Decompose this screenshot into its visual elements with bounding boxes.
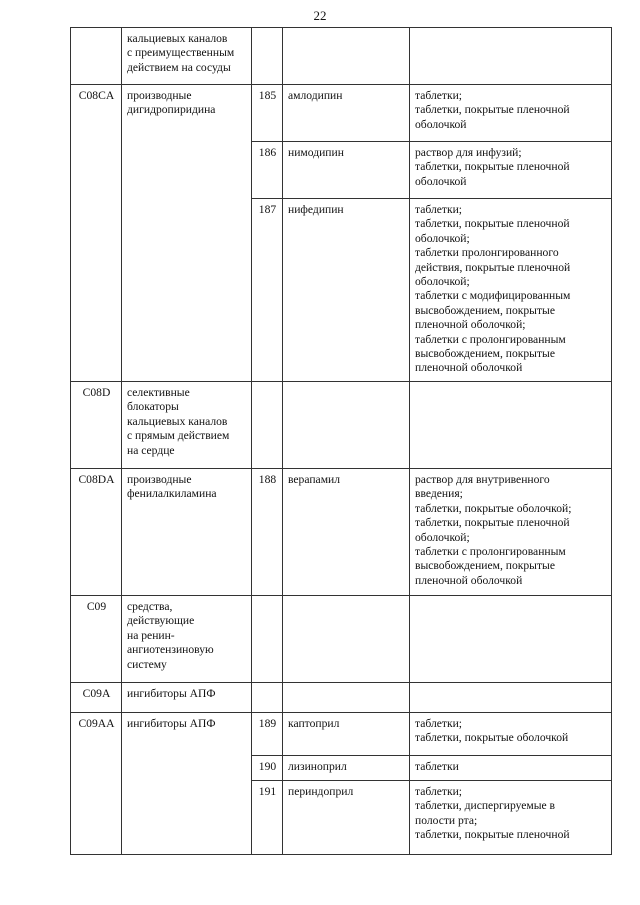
dosage-forms-cell bbox=[410, 85, 612, 142]
dosage-form-line: раствор для внутривенного bbox=[415, 473, 550, 486]
dosage-forms-cell bbox=[410, 713, 612, 756]
atc-group-line: действием на сосуды bbox=[127, 60, 231, 74]
dosage-form-line: раствор для инфузий; bbox=[415, 146, 522, 159]
table-row bbox=[71, 382, 612, 469]
dosage-form-line: таблетки, диспергируемые в bbox=[415, 799, 556, 813]
drug-name-cell: амлодипин bbox=[283, 85, 410, 142]
atc-group-cell bbox=[122, 683, 252, 713]
dosage-form-line: оболочкой; bbox=[415, 530, 470, 544]
dosage-form-line: введения; bbox=[415, 487, 463, 501]
dosage-form-line: таблетки, покрытые пленочной bbox=[415, 103, 570, 117]
atc-group-line: производные bbox=[127, 89, 192, 102]
dosage-form-line: действия, покрытые пленочной bbox=[415, 260, 571, 274]
atc-code-cell: C08DA bbox=[71, 469, 122, 596]
dosage-forms-cell bbox=[410, 756, 612, 781]
drug-name-cell: нифедипин bbox=[283, 199, 410, 382]
drug-number-cell bbox=[252, 382, 283, 469]
dosage-form-line: оболочкой; bbox=[415, 231, 470, 245]
drug-name-cell bbox=[283, 28, 410, 85]
dosage-forms-cell bbox=[410, 382, 612, 469]
atc-group-cell bbox=[122, 713, 252, 855]
dosage-form-line: пленочной оболочкой bbox=[415, 573, 523, 587]
atc-code-cell bbox=[71, 28, 122, 85]
dosage-form-line: пленочной оболочкой bbox=[415, 361, 523, 375]
atc-group-line: ингибиторы АПФ bbox=[127, 687, 216, 700]
drug-number-cell: 187 bbox=[252, 199, 283, 382]
table-row bbox=[71, 596, 612, 683]
dosage-form-line: оболочкой bbox=[415, 117, 467, 131]
drug-name-cell: периндоприл bbox=[283, 781, 410, 855]
table-row bbox=[71, 28, 612, 85]
dosage-form-line: высвобождением, покрытые bbox=[415, 347, 555, 361]
table-row bbox=[71, 85, 612, 142]
drug-name-cell: верапамил bbox=[283, 469, 410, 596]
atc-group-cell bbox=[122, 469, 252, 596]
dosage-forms-cell bbox=[410, 596, 612, 683]
dosage-form-line: таблетки, покрытые оболочкой; bbox=[415, 501, 572, 515]
atc-group-cell bbox=[122, 85, 252, 382]
dosage-forms-cell bbox=[410, 469, 612, 596]
dosage-forms-cell bbox=[410, 781, 612, 855]
drug-number-cell: 190 bbox=[252, 756, 283, 781]
atc-group-line: фенилалкиламина bbox=[127, 487, 217, 501]
dosage-form-line: таблетки пролонгированного bbox=[415, 246, 559, 260]
atc-group-line: дигидропиридина bbox=[127, 103, 216, 117]
table-body bbox=[71, 28, 612, 855]
atc-group-line: средства, bbox=[127, 600, 173, 613]
atc-group-line: с преимущественным bbox=[127, 46, 235, 60]
drug-table bbox=[70, 27, 612, 855]
atc-group-line: систему bbox=[127, 657, 167, 671]
dosage-form-line: таблетки; bbox=[415, 785, 463, 798]
dosage-form-line: таблетки, покрытые пленочной bbox=[415, 516, 570, 530]
drug-number-cell: 188 bbox=[252, 469, 283, 596]
drug-number-cell bbox=[252, 683, 283, 713]
dosage-form-line: таблетки с модифицированным bbox=[415, 289, 571, 303]
dosage-form-line: высвобождением, покрытые bbox=[415, 559, 555, 573]
table-row bbox=[71, 683, 612, 713]
atc-group-cell bbox=[122, 382, 252, 469]
drug-number-cell bbox=[252, 28, 283, 85]
dosage-form-line: таблетки с пролонгированным bbox=[415, 545, 566, 559]
atc-group-line: ангиотензиновую bbox=[127, 643, 214, 657]
drug-number-cell: 191 bbox=[252, 781, 283, 855]
dosage-forms-cell bbox=[410, 199, 612, 382]
atc-group-line: производные bbox=[127, 473, 192, 486]
atc-group-line: ингибиторы АПФ bbox=[127, 717, 216, 730]
dosage-form-line: оболочкой; bbox=[415, 275, 470, 289]
drug-name-cell bbox=[283, 382, 410, 469]
dosage-forms-cell bbox=[410, 683, 612, 713]
atc-code-cell: C09A bbox=[71, 683, 122, 713]
dosage-form-line: таблетки; bbox=[415, 717, 463, 730]
dosage-form-line: полости рта; bbox=[415, 813, 478, 827]
dosage-forms-cell bbox=[410, 28, 612, 85]
atc-code-cell: C08CA bbox=[71, 85, 122, 382]
drug-name-cell: нимодипин bbox=[283, 142, 410, 199]
drug-name-cell: лизиноприл bbox=[283, 756, 410, 781]
atc-group-line: на сердце bbox=[127, 443, 175, 457]
atc-code-cell: C09AA bbox=[71, 713, 122, 855]
drug-number-cell: 185 bbox=[252, 85, 283, 142]
drug-number-cell: 189 bbox=[252, 713, 283, 756]
atc-group-cell bbox=[122, 596, 252, 683]
dosage-form-line: таблетки; bbox=[415, 89, 463, 102]
drug-number-cell bbox=[252, 596, 283, 683]
atc-group-line: действующие bbox=[127, 614, 195, 628]
atc-group-cell bbox=[122, 28, 252, 85]
dosage-form-line: таблетки; bbox=[415, 203, 463, 216]
atc-code-cell: C08D bbox=[71, 382, 122, 469]
atc-group-line: с прямым действием bbox=[127, 429, 230, 443]
table-row bbox=[71, 469, 612, 596]
dosage-form-line: таблетки, покрытые оболочкой bbox=[415, 731, 569, 745]
atc-code-cell: C09 bbox=[71, 596, 122, 683]
table-row bbox=[71, 713, 612, 756]
dosage-form-line: таблетки с пролонгированным bbox=[415, 332, 566, 346]
atc-group-line: блокаторы bbox=[127, 400, 179, 414]
drug-name-cell: каптоприл bbox=[283, 713, 410, 756]
dosage-form-line: таблетки, покрытые пленочной bbox=[415, 217, 570, 231]
dosage-forms-cell bbox=[410, 142, 612, 199]
dosage-form-line: таблетки bbox=[415, 760, 459, 773]
drug-number-cell: 186 bbox=[252, 142, 283, 199]
dosage-form-line: высвобождением, покрытые bbox=[415, 303, 555, 317]
dosage-form-line: оболочкой bbox=[415, 174, 467, 188]
page-number: 22 bbox=[313, 8, 327, 23]
dosage-form-line: пленочной оболочкой; bbox=[415, 318, 526, 332]
atc-group-line: на ренин- bbox=[127, 628, 175, 642]
drug-name-cell bbox=[283, 596, 410, 683]
atc-group-line: кальциевых каналов bbox=[127, 414, 228, 428]
atc-group-line: кальциевых каналов bbox=[127, 32, 228, 45]
atc-group-line: селективные bbox=[127, 386, 190, 399]
drug-name-cell bbox=[283, 683, 410, 713]
dosage-form-line: таблетки, покрытые пленочной bbox=[415, 828, 570, 842]
dosage-form-line: таблетки, покрытые пленочной bbox=[415, 160, 570, 174]
